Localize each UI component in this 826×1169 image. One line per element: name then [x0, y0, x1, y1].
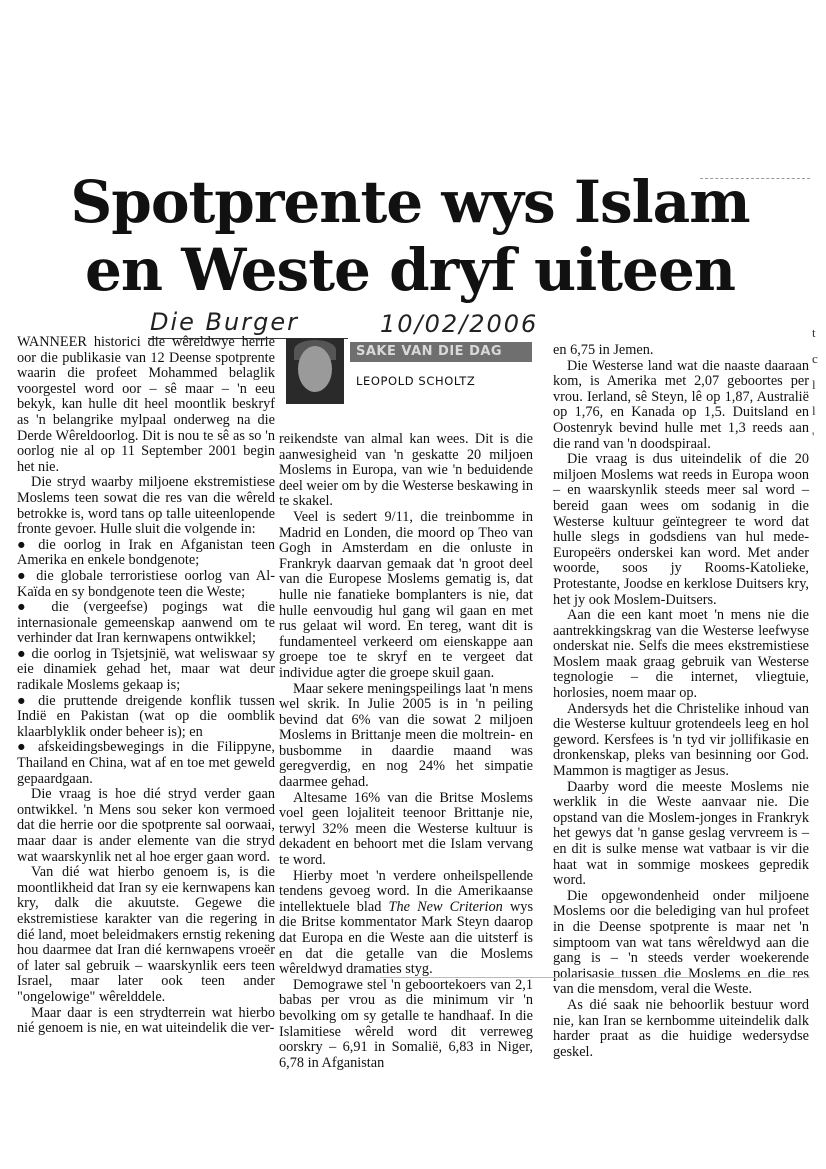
handwritten-date: 10/02/2006 [380, 310, 539, 338]
column-byline-box [282, 336, 534, 406]
paragraph: Maar daar is een strydterrein wat hierbo nié genoem is nie, en wat uiteindelik die ver- [17, 1004, 275, 1037]
article-column-2 [279, 432, 533, 1071]
headline [60, 168, 760, 304]
headline-line-1: Spotprente wys Islam [70, 168, 750, 236]
bullet-item: ● die pruttende dreigende konflik tussen Indië en Pakistan (wat op die oomblik klaarblyklik onder beheer is); en [17, 694, 275, 741]
article-column-3 [553, 343, 809, 1060]
paragraph: Die Westerse land wat die naaste daaraan kom, is Amerika met 2,07 geboortes per vrou. Ierland, sê Steyn, lê op 1,87, Australië op 1,76, en Kanada op 1,5. Duitsland en Oostenryk bevind hulle met 1,3 reeds aan die rand van 'n doodspiraal. [553, 357, 809, 452]
column-banner: SAKE VAN DIE DAG [350, 342, 532, 362]
paragraph: WANNEER historici die wêreldwye herrie oor die publikasie van 12 Deense spotprente waarin die profeet Mohammed belaglik voorgestel word oor – sê maar – 'n eeu bekyk, kan hulle dit heel moontlik beskryf as 'n belangrike mylpaal onderweg na die Derde Wêreldoorlog. Dit is nou te sê as so 'n oorlog nie al op 11 September 2001 begin het nie. [17, 334, 275, 475]
bullet-item: ● die (vergeefse) pogings wat die internasionale gemeenskap aanwend om te verhinder dat Iran kernwapens ontwikkel; [17, 600, 275, 647]
bullet-item: ● afskeidingsbewegings in die Filippyne, Thailand en China, wat af en toe met geweld gepaardgaan. [17, 740, 275, 787]
headline-line-2: en Weste dryf uiteen [84, 236, 736, 304]
paragraph-text: wys die Britse kommentator Mark Steyn daarop dat Europa en die Weste aan die uitsterf is en dat die getalle van die Moslems wêreldwyd dramaties styg. [279, 898, 534, 978]
handwritten-source: Die Burger [150, 308, 299, 336]
paragraph: reikendste van almal kan wees. Dit is die aanwesigheid van 'n geskatte 20 miljoen Moslems in Europa, van wie 'n beduidende deel weier om by die Westerse beskawing in te skakel. [279, 431, 533, 510]
margin-mark: c [812, 351, 818, 366]
paragraph: Daarby word die meeste Moslems nie werklik in die Weste aanvaar nie. Die opstand van die Moslem-jonges in Frankryk het gewys dat 'n ganse geslag vervreem is – en dit is sulke mense wat vatbaar is vir die haat wat in sommige moskees gepredik word. [553, 778, 809, 889]
paragraph: Veel is sedert 9/11, die treinbomme in Madrid en Londen, die moord op Theo van Gogh in Amsterdam en die onluste in Frankryk daarvan gemaak dat 'n groot deel van die Europese Moslems gematig is, dat hulle nie fanatieke bomplanters is nie, dat hulle eenvoudig hul gang wil gaan en met rus gelaat wil word. En tereg, want dit is fundamenteel verkeerd om eienskappe aan groepe toe te skryf en te vergeet dat individue agter die groepe skuil gaan. [279, 508, 533, 681]
margin-mark: t [812, 325, 816, 340]
paragraph: Andersyds het die Christelike inhoud van die Westerse kultuur grotendeels leeg en hol geword. Kersfees is 'n tyd vir jollifikasie en dronkenskap, pleks van besinning oor God. Mammon is magtiger as Jesus. [553, 700, 809, 780]
paragraph: Die stryd waarby miljoene ekstremistiese Moslems teen sowat die res van die wêreld betrokke is, word tans op talle uiteenlopende fronte gevoer. Hulle sluit die volgende in: [17, 474, 275, 538]
publication-title: The New Criterion [388, 898, 503, 915]
paragraph: Demograwe stel 'n geboortekoers van 2,1 babas per vrou as die minimum vir 'n bevolking om sy getalle te handhaaf. In die Islamitiese wêreld word dit verreweg oorskry – 6,91 in Somalië, 6,83 in Niger, 6,78 in Afganistan [279, 976, 533, 1071]
paragraph: Die vraag is dus uiteindelik of die 20 miljoen Moslems wat reeds in Europa woon – en waarskynlik steeds meer sal word – bereid gaan wees om sodanig in die Westerse kultuur geïntegreer te word dat hulle slegs in godsdiens van hul mede-Europeërs onderskei kan word. Met ander woorde, soos jy Rooms-Katolieke, Protestante, Joodse en kerklose Duitsers kry, het jy ook Moslem-Duitsers. [553, 451, 809, 608]
article-column-1 [17, 335, 275, 1037]
author-portrait [286, 338, 344, 404]
paragraph: Altesame 16% van die Britse Moslems voel geen lojaliteit teenoor Brittanje nie, terwyl 32% meen die Westerse kultuur is dekadent en behoort met die Islam vervang te word. [279, 789, 533, 869]
bullet-item: ● die globale terroristiese oorlog van Al-Kaïda en sy bondgenote teen die Weste; [17, 569, 275, 600]
paragraph: Die vraag is hoe dié stryd verder gaan ontwikkel. 'n Mens sou seker kon vermoed dat die herrie oor die spotprente sal oorwaai, maar daar is ander elemente van die stryd wat waarskynlik net al hoe erger gaan word. [17, 786, 275, 865]
portrait-face [298, 346, 332, 392]
paragraph: Die opgewondenheid onder miljoene Moslems oor die belediging van hul profeet in die Deense spotprente is maar net 'n simptoom van wat tans wêreldwyd aan die gang is – 'n steeds verder woekerende polarisasie tussen die Moslems en die res van die mensdom, veral die Weste. [553, 887, 809, 998]
paragraph [279, 869, 533, 978]
margin-marks [812, 320, 818, 450]
paragraph-text: Hierby moet 'n verdere onheilspellende tendens gevoeg word. In die Amerikaanse intellektuele blad [279, 867, 533, 915]
bullet-item: ● die oorlog in Tsjetsjnië, wat weliswaar sy eie dinamiek gehad het, maar wat deur radikale Moslems gekaap is; [17, 647, 275, 694]
margin-mark: l [812, 377, 816, 392]
paragraph: Van dié wat hierbo genoem is, is die moontlikheid dat Iran sy eie kernwapens kan kry, dalk die akuutste. Gegewe die ekstremistiese karakter van die regering in dié land, moet beleidmakers ernstig rekening hou daarmee dat Iran dié kernwapens vroeër of later sal gebruik – waarskynlik eers teen Israel, maar later ook teen ander "ongelowige" wêrelddele. [17, 864, 275, 1005]
paragraph: en 6,75 in Jemen. [553, 342, 654, 358]
bullet-item: ● die oorlog in Irak en Afganistan teen Amerika en enkele bondgenote; [17, 538, 275, 569]
paragraph: As dié saak nie behoorlik bestuur word nie, kan Iran se kernbomme uiteindelik dalk harder praat as die huidige wedersydse geskel. [553, 996, 809, 1060]
author-name: LEOPOLD SCHOLTZ [356, 374, 476, 388]
paragraph: Maar sekere meningspeilings laat 'n mens wel skrik. In Julie 2005 is in 'n peiling bevind dat 6% van die sowat 2 miljoen Moslems in Brittanje meen die moltrein- en busbomme in daardie maand was geregverdig, en nog 24% het simpatie daarmee gehad. [279, 680, 533, 791]
bottom-rule [380, 977, 810, 978]
margin-mark: ' [812, 429, 815, 444]
margin-mark: l [812, 403, 816, 418]
paragraph: Aan die een kant moet 'n mens nie die aantrekkingskrag van die Westerse leefwyse onderskat nie. Selfs die mees ekstremistiese Moslem maak graag gebruik van Westerse tegnologie – die internet, vliegtuie, horlosies, noem maar op. [553, 607, 809, 702]
